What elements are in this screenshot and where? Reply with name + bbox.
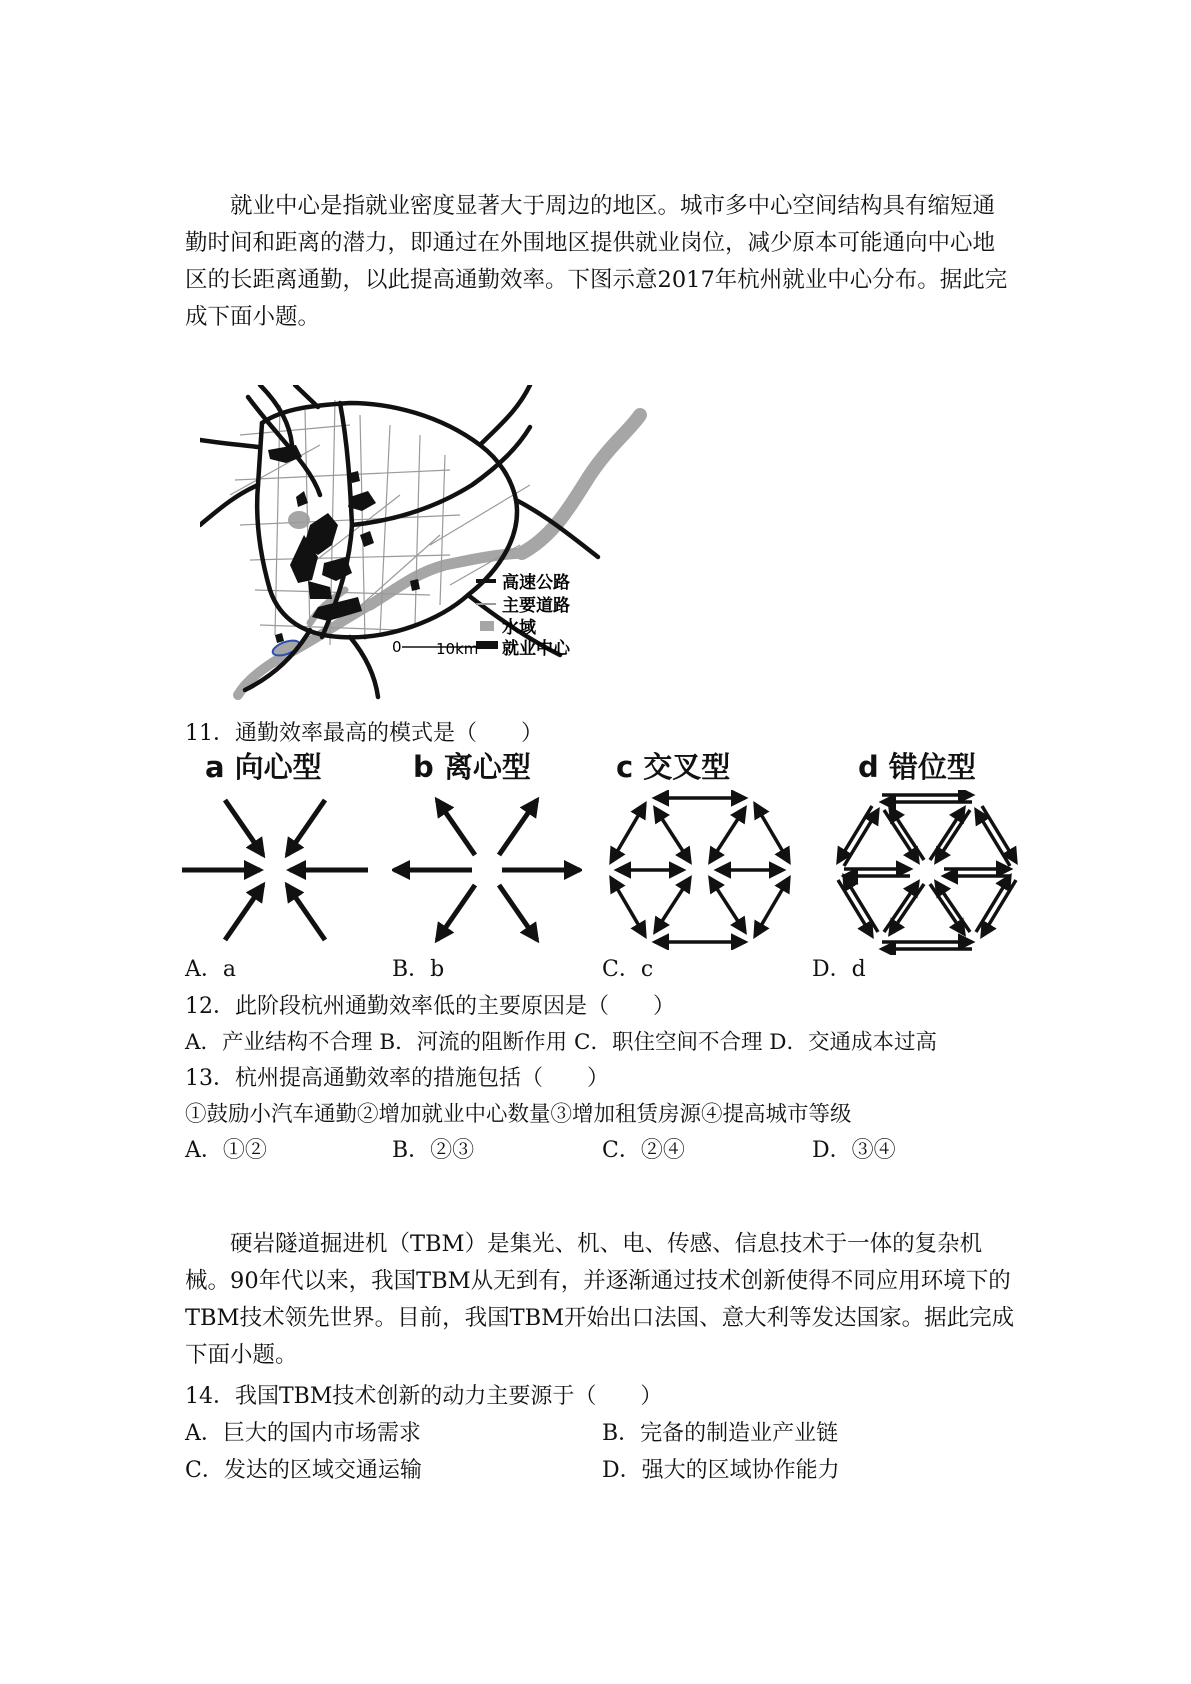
q14-option-a[interactable]: A．巨大的国内市场需求: [185, 1421, 421, 1446]
legend-expressway: 高速公路: [502, 573, 570, 593]
question-11-stem: 11．通勤效率最高的模式是（ ）: [185, 721, 543, 746]
hangzhou-employment-map: [200, 385, 650, 720]
question-12-stem: 12．此阶段杭州通勤效率低的主要原因是（ ）: [185, 994, 675, 1019]
scale-label: 10km: [436, 640, 479, 658]
q14-option-b[interactable]: B．完备的制造业产业链: [602, 1421, 839, 1446]
q13-option-c[interactable]: C．②④: [602, 1138, 685, 1163]
q14-option-c[interactable]: C．发达的区域交通运输: [185, 1458, 422, 1483]
q11-option-c[interactable]: C．c: [602, 957, 654, 982]
pattern-title-a: a 向心型: [205, 750, 322, 784]
diverging-arrows-icon: [392, 795, 582, 945]
q11-option-a[interactable]: A．a: [185, 957, 237, 982]
q11-option-d[interactable]: D．d: [812, 957, 866, 982]
converging-arrows-icon: [180, 795, 370, 945]
q11-option-b[interactable]: B．b: [392, 957, 445, 982]
legend-road: 主要道路: [502, 596, 570, 616]
offset-arrows-icon: [832, 790, 1022, 955]
question-13-items: ①鼓励小汽车通勤②增加就业中心数量③增加租赁房源④提高城市等级: [185, 1102, 852, 1127]
passage-1: 就业中心是指就业密度显著大于周边的地区。城市多中心空间结构具有缩短通勤时间和距离的潜力，即通过在外围地区提供就业岗位，减少原本可能通向中心地区的长距离通勤，以此提高通勤效率。下图示意2017年杭州就业中心分布。据此完成下面小题。: [185, 193, 1008, 330]
q13-option-a[interactable]: A．①②: [185, 1138, 267, 1163]
crossing-arrows-icon: [605, 790, 795, 950]
pattern-title-c: c 交叉型: [616, 750, 731, 784]
q13-option-b[interactable]: B．②③: [392, 1138, 475, 1163]
q14-option-d[interactable]: D．强大的区域协作能力: [602, 1458, 840, 1483]
pattern-title-d: d 错位型: [858, 750, 976, 784]
passage-2: 硬岩隧道掘进机（TBM）是集光、机、电、传感、信息技术于一体的复杂机械。90年代以来，我国TBM从无到有，并逐渐通过技术创新使得不同应用环境下的TBM技术领先世界。目前，我国TBM开始出口法国、意大利等发达国家。据此完成下面小题。: [185, 1231, 1015, 1368]
question-14-stem: 14．我国TBM技术创新的动力主要源于（ ）: [185, 1384, 663, 1409]
pattern-title-b: b 离心型: [413, 750, 531, 784]
legend-employment-center: 就业中心: [502, 639, 570, 659]
question-13-stem: 13．杭州提高通勤效率的措施包括（ ）: [185, 1066, 609, 1091]
scale-zero: 0: [392, 638, 402, 656]
legend-water: 水域: [502, 618, 536, 638]
question-12-options[interactable]: A．产业结构不合理 B．河流的阻断作用 C．职住空间不合理 D．交通成本过高: [185, 1030, 938, 1055]
q13-option-d[interactable]: D．③④: [812, 1138, 896, 1163]
